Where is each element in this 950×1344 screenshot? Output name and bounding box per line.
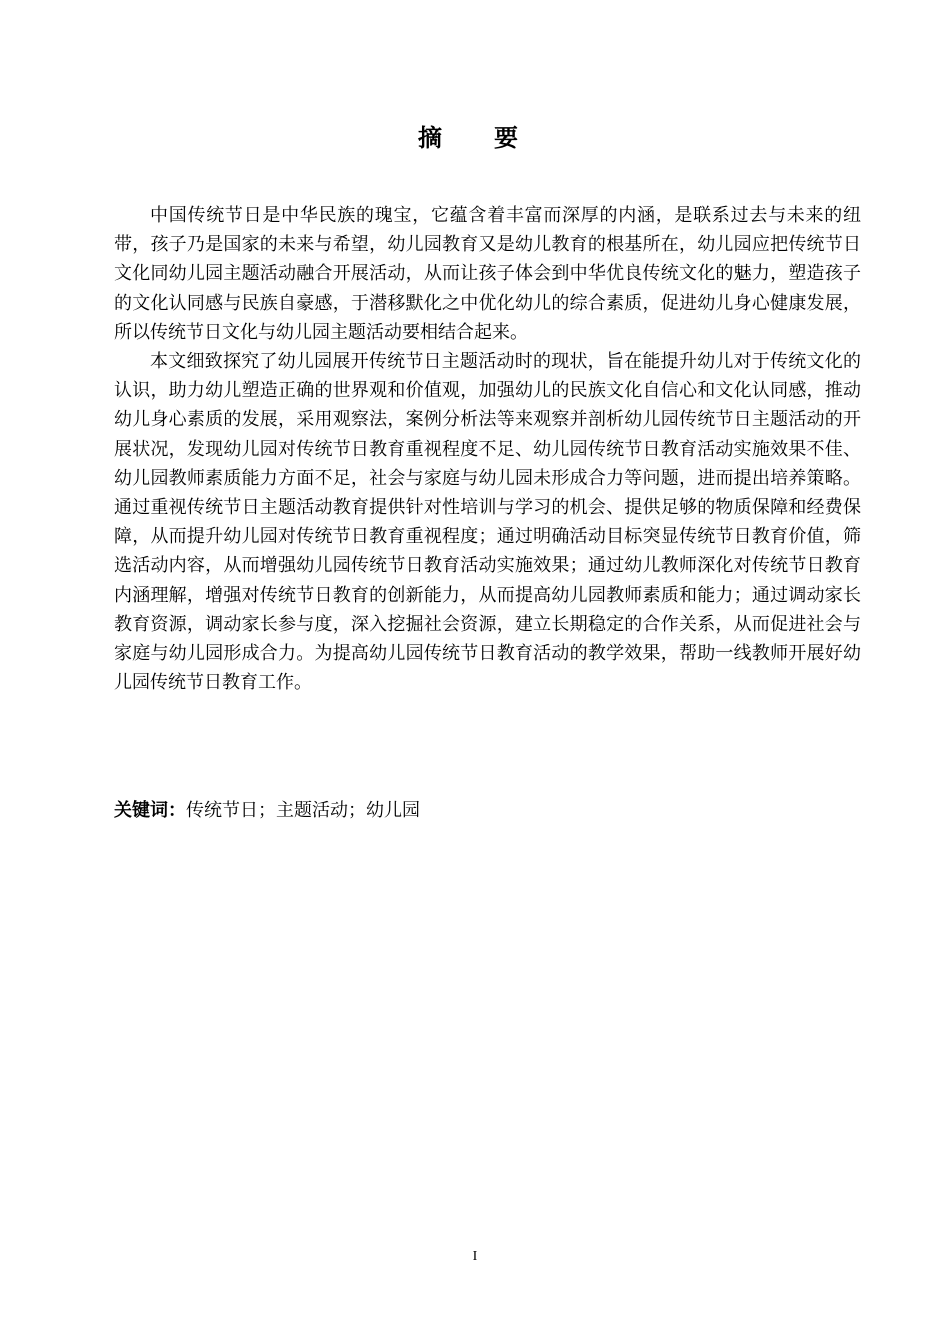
abstract-paragraph-2: 本文细致探究了幼儿园展开传统节日主题活动时的现状，旨在能提升幼儿对于传统文化的认识，助力幼儿塑造正确的世界观和价值观，加强幼儿的民族文化自信心和文化认同感，推动幼儿身心素质的发展，采用观察法，案例分析法等来观察并剖析幼儿园传统节日主题活动的开展状况，发现幼儿园对传统节日教育重视程度不足、幼儿园传统节日教育活动实施效果不佳、幼儿园教师素质能力方面不足，社会与家庭与幼儿园未形成合力等问题，进而提出培养策略。通过重视传统节日主题活动教育提供针对性培训与学习的机会、提供足够的物质保障和经费保障，从而提升幼儿园对传统节日教育重视程度；通过明确活动目标突显传统节日教育价值，筛选活动内容，从而增强幼儿园传统节日教育活动实施效果；通过幼儿教师深化对传统节日教育内涵理解，增强对传统节日教育的创新能力，从而提高幼儿园教师素质和能力；通过调动家长教育资源，调动家长参与度，深入挖掘社会资源，建立长期稳定的合作关系，从而促进社会与家庭与幼儿园形成合力。为提高幼儿园传统节日教育活动的教学效果，帮助一线教师开展好幼儿园传统节日教育工作。 <box>114 351 861 694</box>
abstract-title: 摘 要 <box>418 124 532 152</box>
page-number: I <box>472 1249 478 1264</box>
keywords-label: 关键词： <box>114 800 186 821</box>
keywords-line <box>114 796 861 825</box>
keywords-value: 传统节日；主题活动；幼儿园 <box>186 800 420 821</box>
abstract-body <box>114 201 861 697</box>
abstract-paragraph-1: 中国传统节日是中华民族的瑰宝，它蕴含着丰富而深厚的内涵，是联系过去与未来的纽带，孩子乃是国家的未来与希望，幼儿园教育又是幼儿教育的根基所在，幼儿园应把传统节日文化同幼儿园主题活动融合开展活动，从而让孩子体会到中华优良传统文化的魅力，塑造孩子的文化认同感与民族自豪感，于潜移默化之中优化幼儿的综合素质，促进幼儿身心健康发展，所以传统节日文化与幼儿园主题活动要相结合起来。 <box>114 205 861 343</box>
